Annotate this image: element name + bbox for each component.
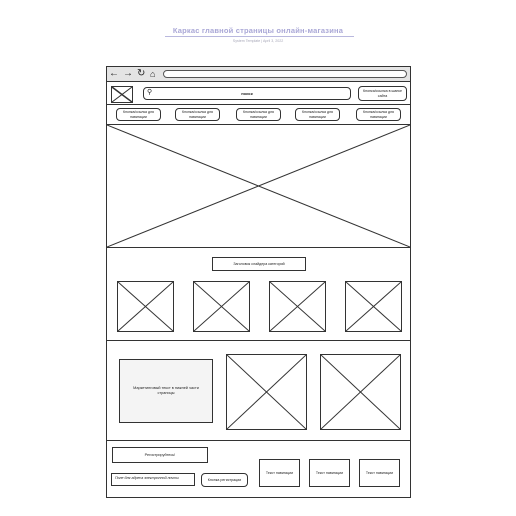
search-icon: ⚲	[147, 89, 153, 96]
divider	[107, 104, 410, 105]
logo-placeholder[interactable]	[111, 86, 133, 103]
nav-button-3[interactable]: Кнопка/ссылка для навигации	[236, 108, 281, 121]
footer-link-3[interactable]: Текст навигации	[359, 459, 400, 487]
nav-button-4[interactable]: Кнопка/ссылка для навигации	[295, 108, 340, 121]
divider	[107, 247, 410, 248]
home-icon[interactable]: ⌂	[150, 69, 156, 79]
category-image-4[interactable]	[345, 281, 402, 332]
register-heading: Регистрируйтесь!	[112, 447, 208, 463]
divider	[107, 440, 410, 441]
promo-text-block: Маркетинговый текст в нижней части страницы	[119, 359, 213, 423]
category-slider-title: Заголовок слайдера категорий	[212, 257, 306, 271]
promo-image-2[interactable]	[320, 354, 401, 430]
search-label: поиск	[241, 91, 253, 96]
category-image-3[interactable]	[269, 281, 326, 332]
header-link-button[interactable]: Кнопка/ссылка в шапке сайта	[358, 86, 407, 101]
page-subtitle: System Template | April 3, 2022	[232, 39, 284, 43]
promo-image-1[interactable]	[226, 354, 307, 430]
email-field[interactable]: Поле для адреса электронной почты	[111, 473, 195, 486]
footer-link-1[interactable]: Текст навигации	[259, 459, 300, 487]
address-bar[interactable]	[163, 70, 407, 78]
footer-link-2[interactable]: Текст навигации	[309, 459, 350, 487]
category-image-1[interactable]	[117, 281, 174, 332]
page-title: Каркас главной страницы онлайн-магазина	[172, 26, 344, 35]
back-arrow-icon[interactable]: ←	[109, 68, 119, 79]
category-image-2[interactable]	[193, 281, 250, 332]
nav-button-2[interactable]: Кнопка/ссылка для навигации	[175, 108, 220, 121]
title-divider	[165, 36, 354, 37]
register-button[interactable]: Кнопка регистрации	[201, 473, 248, 487]
nav-button-1[interactable]: Кнопка/ссылка для навигации	[116, 108, 161, 121]
reload-icon[interactable]: ↻	[137, 68, 146, 79]
search-input[interactable]	[143, 87, 351, 100]
forward-arrow-icon[interactable]: →	[123, 68, 133, 79]
hero-image-placeholder[interactable]	[107, 125, 410, 247]
divider	[107, 340, 410, 341]
nav-button-5[interactable]: Кнопка/ссылка для навигации	[356, 108, 401, 121]
